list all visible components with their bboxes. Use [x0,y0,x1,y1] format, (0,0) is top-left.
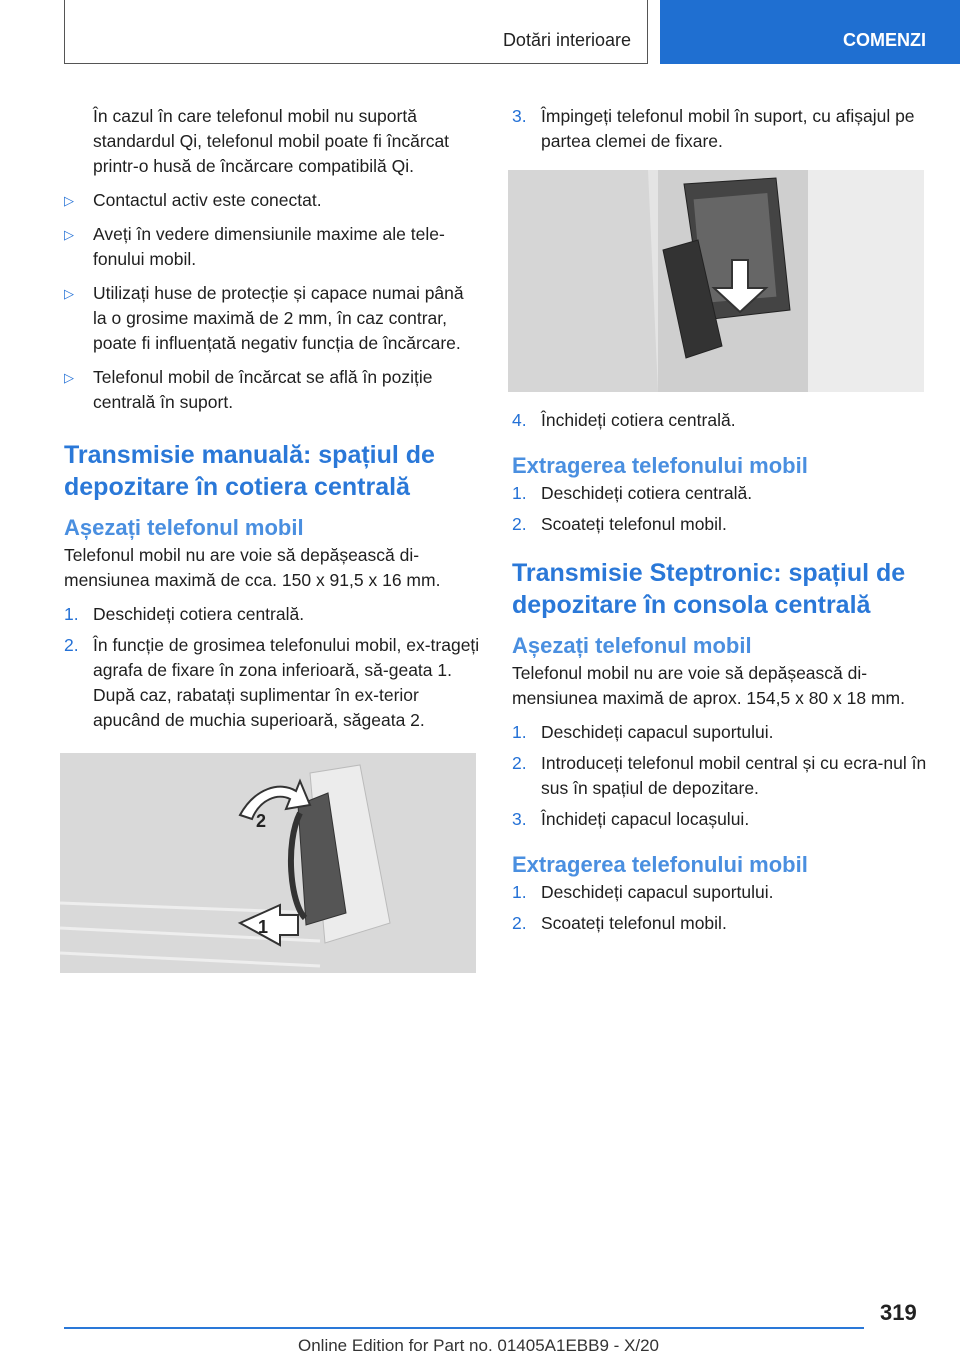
list-item-text: Utilizați huse de protecție și capace numai până la o grosime maximă de 2 mm, în caz contrar, poate fi influențată negativ funcția de încărcare. [93,283,464,353]
triangle-bullet-icon: ▷ [64,286,74,301]
step-item [512,720,928,745]
step-text: Deschideți capacul suportului. [541,722,774,742]
step-text: Deschideți cotiera centrală. [93,604,305,624]
footer-edition-text: Online Edition for Part no. 01405A1EBB9 - X/20 [298,1336,660,1355]
intro-paragraph: În cazul în care telefonul mobil nu suportă standardul Qi, telefonul mobil poate fi încărcat printr-o husă de încărcare compatibilă Qi. [93,106,450,176]
body-paragraph: Telefonul mobil nu are voie să depășească di-mensiunea maximă de aprox. 154,5 x 80 x 18 mm. [512,663,905,708]
list-item-text: Aveți în vedere dimensiunile maxime ale tele-fonului mobil. [93,224,445,269]
step-item [512,911,928,936]
step-number: 2. [64,635,79,655]
step-number: 1. [512,722,527,742]
step-item [512,512,928,537]
step-text: Scoateți telefonul mobil. [541,913,727,933]
step-text: Deschideți capacul suportului. [541,882,774,902]
triangle-bullet-icon: ▷ [64,370,74,385]
page-number: 319 [880,1300,917,1325]
step-text: Închideți capacul locașului. [541,809,750,829]
step-number: 2. [512,753,527,773]
step-number: 3. [512,106,527,126]
step-item [512,751,928,801]
step-number: 1. [64,604,79,624]
step-number: 1. [512,882,527,902]
list-item [64,281,480,356]
figure-label-1: 1 [258,917,269,937]
subsection-heading: Extragerea telefonului mobil [512,453,808,478]
armrest-clip-illustration [60,753,476,973]
list-item [64,222,480,272]
body-paragraph: Telefonul mobil nu are voie să depășească di-mensiunea maximă de cca. 150 x 91,5 x 16 mm. [64,545,441,590]
subsection-heading: Extragerea telefonului mobil [512,852,808,877]
left-column [64,104,480,973]
step-text: Introduceți telefonul mobil central și cu ecra-nul în sus în spațiul de depozitare. [541,753,927,798]
section-heading: Transmisie manuală: spațiul de depozitare în cotiera centrală [64,441,435,501]
section-title: Dotări interioare [502,30,631,50]
list-item-text: Contactul activ este conectat. [93,190,322,210]
step-number: 3. [512,809,527,829]
figure-phone-holder [508,170,924,392]
subsection-heading: Așezați telefonul mobil [512,633,752,658]
triangle-bullet-icon: ▷ [64,227,74,242]
section-heading: Transmisie Steptronic: spațiul de depozitare în consola centrală [512,559,906,619]
step-text: Deschideți cotiera centrală. [541,483,753,503]
step-number: 2. [512,514,527,534]
step-number: 1. [512,483,527,503]
right-column [512,104,928,942]
triangle-bullet-icon: ▷ [64,193,74,208]
subsection-heading: Așezați telefonul mobil [64,515,304,540]
step-number: 2. [512,913,527,933]
step-item [64,633,480,733]
step-item [64,602,480,627]
figure-label-2: 2 [256,811,267,831]
phone-holder-illustration [508,170,924,392]
header-section-tab [64,0,648,64]
step-item [512,408,928,433]
step-number: 4. [512,410,527,430]
header-chapter-tab [660,0,960,64]
step-text: Scoateți telefonul mobil. [541,514,727,534]
footer-divider [64,1327,864,1329]
step-text: Închideți cotiera centrală. [541,410,736,430]
step-item [512,880,928,905]
list-item [64,188,480,213]
figure-clip-armrest [60,753,476,973]
step-text: În funcție de grosimea telefonului mobil, ex-trageți agrafa de fixare în zona inferioară, să-geata 1. După caz, rabatați suplimentar în ex-terior apucând de muchia superioară, săgeata 2. [93,635,480,730]
list-item [64,365,480,415]
step-item [512,481,928,506]
step-item [512,807,928,832]
step-text: Împingeți telefonul mobil în suport, cu afișajul pe partea clemei de fixare. [541,106,915,151]
list-item-text: Telefonul mobil de încărcat se află în poziție centrală în suport. [93,367,433,412]
chapter-title: COMENZI [843,30,926,50]
step-item [512,104,928,154]
